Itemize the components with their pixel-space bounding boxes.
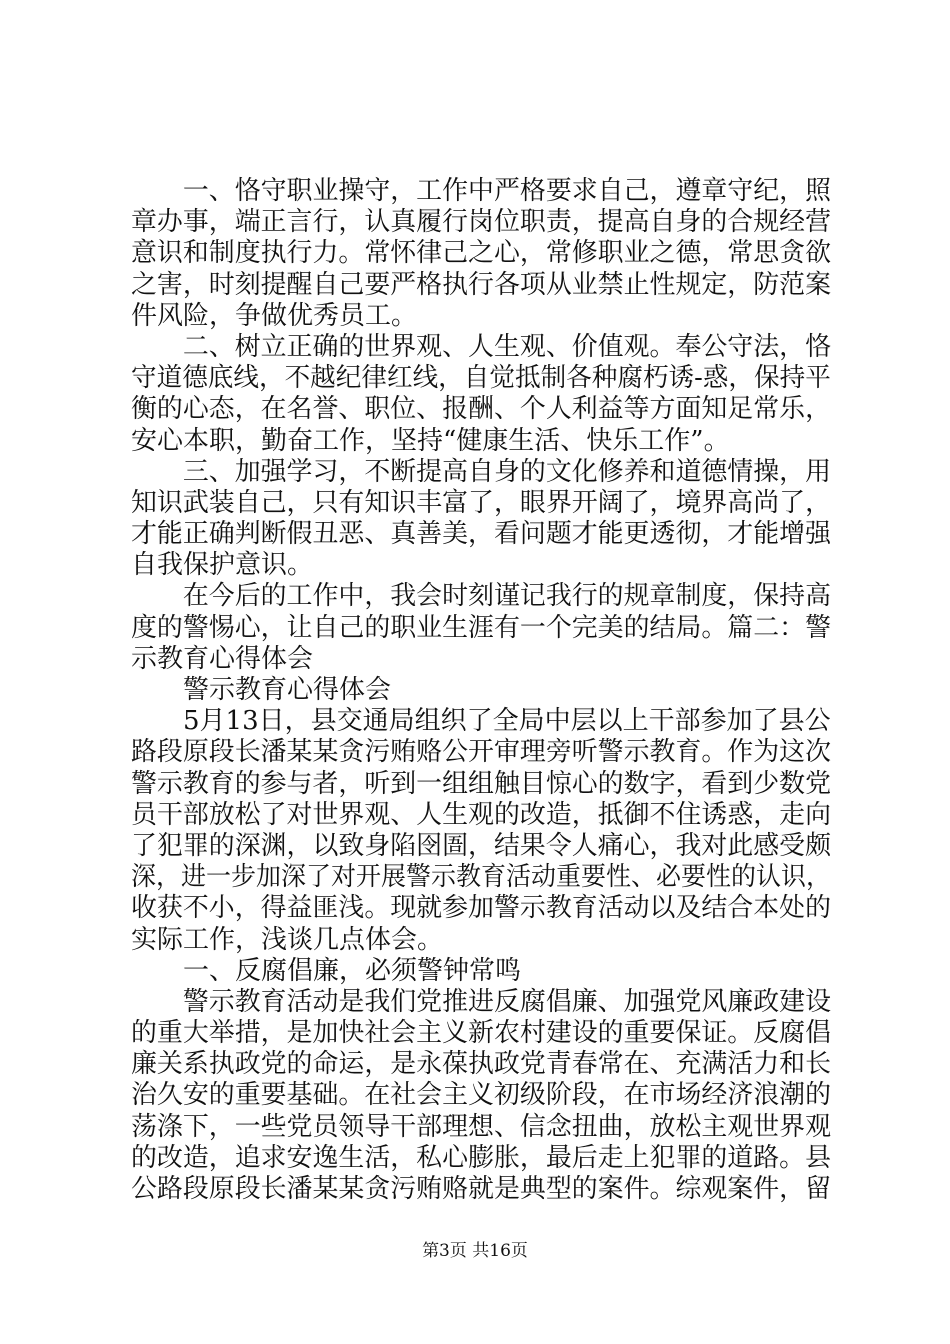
text-line: 员干部放松了对世界观、人生观的改造，抵御不住诱惑，走向 (131, 799, 832, 830)
text-line: 治久安的重要基础。在社会主义初级阶段，在市场经济浪潮的 (131, 1080, 832, 1111)
text-line: 衡的心态，在名誉、职位、报酬、个人利益等方面知足常乐， (131, 394, 832, 425)
text-line: 才能正确判断假丑恶、真善美，看问题才能更透彻，才能增强 (131, 519, 832, 550)
text-line: 在今后的工作中，我会时刻谨记我行的规章制度，保持高 (131, 581, 832, 612)
text-line: 示教育心得体会 (131, 643, 314, 674)
text-line: 一、反腐倡廉，必须警钟常鸣 (131, 955, 522, 986)
text-line: 章办事，端正言行，认真履行岗位职责，提高自身的合规经营 (131, 207, 832, 238)
text-line: 三、加强学习，不断提高自身的文化修养和道德情操，用 (131, 456, 832, 487)
text-line: 公路段原段长潘某某贪污贿赂就是典型的案件。综观案件，留 (131, 1174, 832, 1204)
text-line: 的改造，追求安逸生活，私心膨胀，最后走上犯罪的道路。县 (131, 1142, 832, 1173)
text-line: 廉关系执政党的命运，是永葆执政党青春常在、充满活力和长 (131, 1049, 832, 1080)
text-line: 度的警惕心，让自己的职业生涯有一个完美的结局。篇二：警 (131, 612, 832, 643)
text-line: 之害，时刻提醒自己要严格执行各项从业禁止性规定，防范案 (131, 269, 832, 300)
text-line: 深，进一步加深了对开展警示教育活动重要性、必要性的认识， (131, 862, 832, 893)
text-line: 警示教育活动是我们党推进反腐倡廉、加强党风廉政建设 (131, 986, 832, 1017)
text-line: 自我保护意识。 (131, 550, 314, 581)
text-line: 路段原段长潘某某贪污贿赂公开审理旁听警示教育。作为这次 (131, 737, 832, 768)
text-line: 实际工作，浅谈几点体会。 (131, 924, 444, 955)
text-line: 知识武装自己，只有知识丰富了，眼界开阔了，境界高尚了， (131, 487, 832, 518)
text-line: 意识和制度执行力。常怀律己之心，常修职业之德，常思贪欲 (131, 238, 832, 269)
document-body (131, 176, 831, 1205)
text-line: 收获不小，得益匪浅。现就参加警示教育活动以及结合本处的 (131, 893, 832, 924)
text-line: 了犯罪的深渊，以致身陷囹圄，结果令人痛心，我对此感受颇 (131, 830, 832, 861)
text-line: 荡涤下，一些党员领导干部理想、信念扭曲，放松主观世界观 (131, 1111, 832, 1142)
text-line: 警示教育的参与者，听到一组组触目惊心的数字，看到少数党 (131, 768, 832, 799)
text-line: 守道德底线，不越纪律红线，自觉抵制各种腐朽诱-惑，保持平 (131, 363, 831, 394)
text-line: 5月13日，县交通局组织了全局中层以上干部参加了县公 (131, 706, 831, 737)
page-footer: 第3页 共16页 (422, 1241, 528, 1261)
text-line: 警示教育心得体会 (131, 675, 392, 705)
text-line: 件风险，争做优秀员工。 (131, 300, 418, 331)
text-line: 一、恪守职业操守，工作中严格要求自己，遵章守纪，照 (131, 176, 832, 206)
text-line: 安心本职，勤奋工作，坚持“健康生活、快乐工作”。 (131, 425, 730, 456)
text-line: 二、树立正确的世界观、人生观、价值观。奉公守法，恪 (131, 331, 832, 362)
text-line: 的重大举措，是加快社会主义新农村建设的重要保证。反腐倡 (131, 1018, 832, 1049)
